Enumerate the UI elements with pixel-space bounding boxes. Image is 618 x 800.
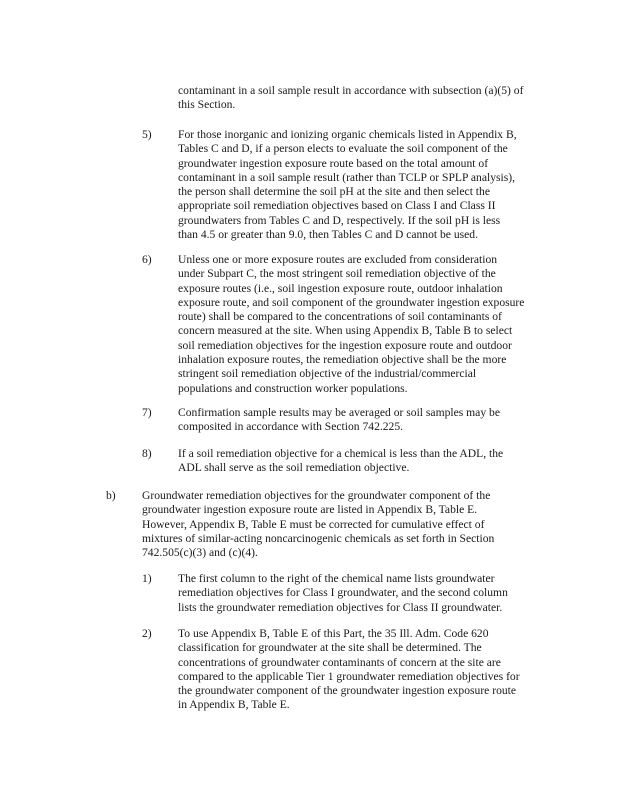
item-6-paragraph	[178, 253, 524, 396]
item-7-number: 7)	[142, 406, 152, 419]
text-line: The first column to the right of the chemical name lists groundwater	[178, 572, 495, 585]
text-line: contaminant in a soil sample result in accordance with subsection (a)(5) of	[178, 84, 524, 97]
text-line: soil remediation objectives for the ingestion exposure route and outdoor	[178, 338, 512, 352]
text-line: appropriate soil remediation objectives based on Class I and Class II	[178, 199, 496, 213]
item-8-number: 8)	[142, 447, 152, 460]
text-line: exposure route, and soil component of the groundwater ingestion exposure	[178, 295, 525, 309]
text-line: the person shall determine the soil pH at the site and then select the	[178, 185, 490, 199]
text-line: However, Appendix B, Table E must be corrected for cumulative effect of	[142, 517, 485, 531]
item-5-paragraph	[178, 128, 517, 242]
item-5-number: 5)	[142, 128, 152, 141]
text-line: this Section.	[178, 98, 236, 112]
text-line: lists the groundwater remediation objectives for Class II groundwater.	[178, 600, 503, 614]
text-line: populations and construction worker populations.	[178, 381, 408, 395]
text-line: remediation objectives for Class I groundwater, and the second column	[178, 586, 508, 600]
item-b2-paragraph	[178, 627, 520, 713]
item-8-paragraph	[178, 447, 503, 476]
text-line: classification for groundwater at the site shall be determined. The	[178, 641, 482, 655]
text-line: groundwaters from Tables C and D, respectively. If the soil pH is less	[178, 213, 501, 227]
item-b1-number: 1)	[142, 572, 152, 585]
text-line: under Subpart C, the most stringent soil remediation objective of the	[178, 267, 496, 281]
text-line: To use Appendix B, Table E of this Part, the 35 Ill. Adm. Code 620	[178, 627, 489, 640]
text-line: groundwater ingestion exposure route based on the total amount of	[178, 156, 489, 170]
text-line: route) shall be compared to the concentrations of soil contaminants of	[178, 310, 502, 324]
text-line: concentrations of groundwater contaminants of concern at the site are	[178, 655, 501, 669]
text-line: For those inorganic and ionizing organic chemicals listed in Appendix B,	[178, 128, 517, 141]
text-line: than 4.5 or greater than 9.0, then Tables C and D cannot be used.	[178, 228, 479, 242]
text-line: in Appendix B, Table E.	[178, 698, 290, 712]
text-line: Unless one or more exposure routes are excluded from consideration	[178, 253, 498, 266]
text-line: ADL shall serve as the soil remediation objective.	[178, 461, 410, 475]
text-line: inhalation exposure routes, the remediation objective shall be the more	[178, 353, 507, 367]
text-line: If a soil remediation objective for a chemical is less than the ADL, the	[178, 447, 504, 460]
item-b1-paragraph	[178, 572, 508, 615]
item-b-paragraph	[142, 489, 494, 560]
item-b-number: b)	[106, 489, 116, 502]
item-7-paragraph	[178, 406, 500, 435]
continuation-paragraph	[178, 84, 523, 113]
item-6-number: 6)	[142, 253, 152, 266]
text-line: Confirmation sample results may be averaged or soil samples may be	[178, 406, 500, 419]
item-b2-number: 2)	[142, 627, 152, 640]
text-line: composited in accordance with Section 742.225.	[178, 420, 404, 434]
text-line: exposure routes (i.e., soil ingestion exposure route, outdoor inhalation	[178, 281, 503, 295]
text-line: Tables C and D, if a person elects to evaluate the soil component of the	[178, 142, 508, 156]
text-line: compared to the applicable Tier 1 groundwater remediation objectives for	[178, 669, 520, 683]
text-line: contaminant in a soil sample result (rather than TCLP or SPLP analysis),	[178, 170, 516, 184]
text-line: groundwater ingestion exposure route are listed in Appendix B, Table E.	[142, 503, 478, 517]
text-line: the groundwater component of the groundwater ingestion exposure route	[178, 684, 517, 698]
text-line: Groundwater remediation objectives for the groundwater component of the	[142, 489, 491, 502]
text-line: concern measured at the site. When using Appendix B, Table B to select	[178, 324, 513, 338]
text-line: 742.505(c)(3) and (c)(4).	[142, 546, 258, 560]
text-line: stringent soil remediation objective of the industrial/commercial	[178, 367, 477, 381]
text-line: mixtures of similar-acting noncarcinogenic chemicals as set forth in Section	[142, 531, 495, 545]
